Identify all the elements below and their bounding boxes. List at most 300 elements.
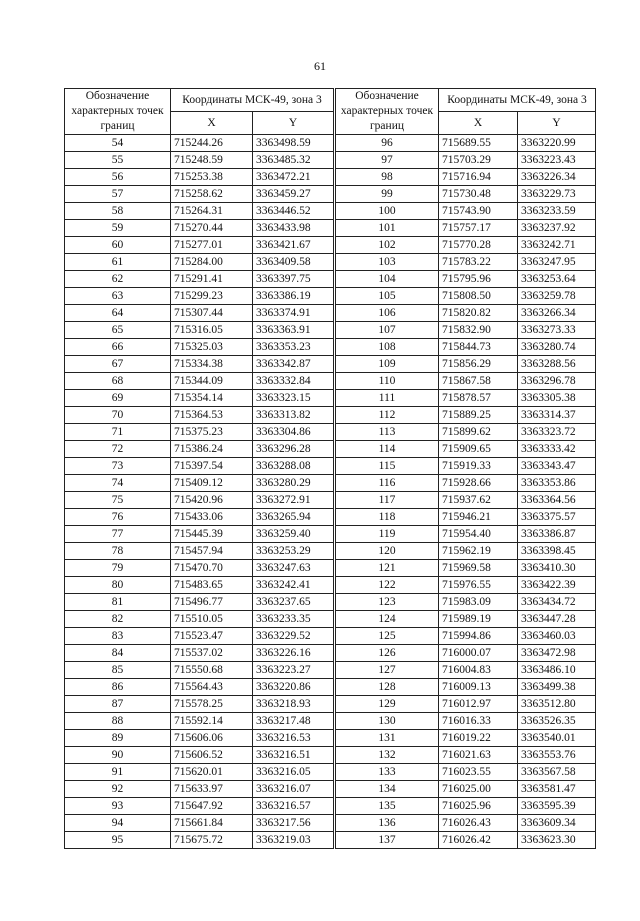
point-number-cell: 62 — [65, 271, 171, 288]
y-coordinate-cell: 3363434.72 — [518, 594, 596, 611]
x-coordinate-cell: 716026.42 — [439, 832, 518, 849]
y-coordinate-cell: 3363567.58 — [518, 764, 596, 781]
header-x: X — [439, 112, 518, 135]
point-number-cell: 111 — [336, 390, 439, 407]
x-coordinate-cell: 715689.55 — [439, 135, 518, 152]
y-coordinate-cell: 3363216.53 — [253, 730, 334, 747]
table-row — [65, 220, 334, 237]
x-coordinate-cell: 715770.28 — [439, 237, 518, 254]
x-coordinate-cell: 715976.55 — [439, 577, 518, 594]
table-row — [65, 186, 334, 203]
point-number-cell: 134 — [336, 781, 439, 798]
point-number-cell: 109 — [336, 356, 439, 373]
table-row — [336, 458, 596, 475]
y-coordinate-cell: 3363386.87 — [518, 526, 596, 543]
coordinates-table-right — [335, 88, 596, 849]
table-row — [336, 305, 596, 322]
point-number-cell: 119 — [336, 526, 439, 543]
y-coordinate-cell: 3363343.47 — [518, 458, 596, 475]
y-coordinate-cell: 3363553.76 — [518, 747, 596, 764]
x-coordinate-cell: 715457.94 — [171, 543, 253, 560]
x-coordinate-cell: 715277.01 — [171, 237, 253, 254]
table-row — [336, 798, 596, 815]
table-row — [336, 662, 596, 679]
x-coordinate-cell: 716023.55 — [439, 764, 518, 781]
y-coordinate-cell: 3363223.27 — [253, 662, 334, 679]
table-row — [65, 237, 334, 254]
table-row — [336, 254, 596, 271]
y-coordinate-cell: 3363296.78 — [518, 373, 596, 390]
y-coordinate-cell: 3363288.56 — [518, 356, 596, 373]
table-row — [65, 407, 334, 424]
x-coordinate-cell: 716021.63 — [439, 747, 518, 764]
y-coordinate-cell: 3363363.91 — [253, 322, 334, 339]
y-coordinate-cell: 3363237.65 — [253, 594, 334, 611]
x-coordinate-cell: 715253.38 — [171, 169, 253, 186]
x-coordinate-cell: 715661.84 — [171, 815, 253, 832]
y-coordinate-cell: 3363305.38 — [518, 390, 596, 407]
x-coordinate-cell: 715633.97 — [171, 781, 253, 798]
table-row — [336, 577, 596, 594]
y-coordinate-cell: 3363314.37 — [518, 407, 596, 424]
point-number-cell: 79 — [65, 560, 171, 577]
x-coordinate-cell: 715270.44 — [171, 220, 253, 237]
point-number-cell: 77 — [65, 526, 171, 543]
x-coordinate-cell: 715962.19 — [439, 543, 518, 560]
x-coordinate-cell: 715354.14 — [171, 390, 253, 407]
table-row — [336, 186, 596, 203]
table-row — [336, 271, 596, 288]
y-coordinate-cell: 3363242.41 — [253, 577, 334, 594]
y-coordinate-cell: 3363216.05 — [253, 764, 334, 781]
table-row — [65, 679, 334, 696]
x-coordinate-cell: 715420.96 — [171, 492, 253, 509]
point-number-cell: 128 — [336, 679, 439, 696]
point-number-cell: 127 — [336, 662, 439, 679]
y-coordinate-cell: 3363485.32 — [253, 152, 334, 169]
x-coordinate-cell: 715606.06 — [171, 730, 253, 747]
y-coordinate-cell: 3363266.34 — [518, 305, 596, 322]
x-coordinate-cell: 715307.44 — [171, 305, 253, 322]
y-coordinate-cell: 3363332.84 — [253, 373, 334, 390]
table-row — [65, 662, 334, 679]
point-number-cell: 112 — [336, 407, 439, 424]
y-coordinate-cell: 3363323.72 — [518, 424, 596, 441]
table-row — [65, 509, 334, 526]
y-coordinate-cell: 3363581.47 — [518, 781, 596, 798]
table-row — [336, 645, 596, 662]
x-coordinate-cell: 715258.62 — [171, 186, 253, 203]
header-coordinates: Координаты МСК-49, зона 3 — [171, 89, 334, 112]
y-coordinate-cell: 3363512.80 — [518, 696, 596, 713]
x-coordinate-cell: 715299.23 — [171, 288, 253, 305]
x-coordinate-cell: 715730.48 — [439, 186, 518, 203]
y-coordinate-cell: 3363433.98 — [253, 220, 334, 237]
x-coordinate-cell: 715496.77 — [171, 594, 253, 611]
point-number-cell: 104 — [336, 271, 439, 288]
table-row — [336, 373, 596, 390]
y-coordinate-cell: 3363259.40 — [253, 526, 334, 543]
table-row — [336, 594, 596, 611]
table-row — [336, 288, 596, 305]
x-coordinate-cell: 715284.00 — [171, 254, 253, 271]
y-coordinate-cell: 3363526.35 — [518, 713, 596, 730]
x-coordinate-cell: 715983.09 — [439, 594, 518, 611]
y-coordinate-cell: 3363296.28 — [253, 441, 334, 458]
table-row — [65, 135, 334, 152]
point-number-cell: 132 — [336, 747, 439, 764]
y-coordinate-cell: 3363216.07 — [253, 781, 334, 798]
x-coordinate-cell: 715510.05 — [171, 611, 253, 628]
y-coordinate-cell: 3363219.03 — [253, 832, 334, 849]
table-row — [65, 288, 334, 305]
table-row — [65, 169, 334, 186]
table-row — [65, 594, 334, 611]
point-number-cell: 69 — [65, 390, 171, 407]
header-point-label: Обозначение характерных точек границ — [65, 89, 171, 135]
x-coordinate-cell: 715808.50 — [439, 288, 518, 305]
table-row — [65, 271, 334, 288]
point-number-cell: 58 — [65, 203, 171, 220]
point-number-cell: 93 — [65, 798, 171, 815]
y-coordinate-cell: 3363386.19 — [253, 288, 334, 305]
point-number-cell: 71 — [65, 424, 171, 441]
table-row — [65, 390, 334, 407]
table-row — [65, 781, 334, 798]
table-row — [336, 220, 596, 237]
x-coordinate-cell: 715592.14 — [171, 713, 253, 730]
y-coordinate-cell: 3363223.43 — [518, 152, 596, 169]
point-number-cell: 105 — [336, 288, 439, 305]
x-coordinate-cell: 716026.43 — [439, 815, 518, 832]
table-row — [65, 254, 334, 271]
table-row — [336, 492, 596, 509]
x-coordinate-cell: 715716.94 — [439, 169, 518, 186]
x-coordinate-cell: 715743.90 — [439, 203, 518, 220]
point-number-cell: 68 — [65, 373, 171, 390]
table-row — [65, 356, 334, 373]
point-number-cell: 88 — [65, 713, 171, 730]
y-coordinate-cell: 3363397.75 — [253, 271, 334, 288]
x-coordinate-cell: 715795.96 — [439, 271, 518, 288]
point-number-cell: 115 — [336, 458, 439, 475]
table-row — [65, 322, 334, 339]
point-number-cell: 116 — [336, 475, 439, 492]
table-row — [65, 475, 334, 492]
x-coordinate-cell: 715969.58 — [439, 560, 518, 577]
y-coordinate-cell: 3363353.23 — [253, 339, 334, 356]
table-row — [336, 339, 596, 356]
x-coordinate-cell: 715909.65 — [439, 441, 518, 458]
y-coordinate-cell: 3363323.15 — [253, 390, 334, 407]
x-coordinate-cell: 715703.29 — [439, 152, 518, 169]
x-coordinate-cell: 715316.05 — [171, 322, 253, 339]
table-row — [65, 373, 334, 390]
y-coordinate-cell: 3363216.51 — [253, 747, 334, 764]
y-coordinate-cell: 3363398.45 — [518, 543, 596, 560]
point-number-cell: 86 — [65, 679, 171, 696]
point-number-cell: 124 — [336, 611, 439, 628]
y-coordinate-cell: 3363609.34 — [518, 815, 596, 832]
y-coordinate-cell: 3363498.59 — [253, 135, 334, 152]
y-coordinate-cell: 3363472.21 — [253, 169, 334, 186]
x-coordinate-cell: 715325.03 — [171, 339, 253, 356]
point-number-cell: 106 — [336, 305, 439, 322]
table-row — [336, 747, 596, 764]
table-row — [336, 152, 596, 169]
y-coordinate-cell: 3363247.95 — [518, 254, 596, 271]
y-coordinate-cell: 3363595.39 — [518, 798, 596, 815]
point-number-cell: 83 — [65, 628, 171, 645]
point-number-cell: 78 — [65, 543, 171, 560]
x-coordinate-cell: 715606.52 — [171, 747, 253, 764]
y-coordinate-cell: 3363364.56 — [518, 492, 596, 509]
table-row — [65, 798, 334, 815]
table-row — [336, 560, 596, 577]
x-coordinate-cell: 716000.07 — [439, 645, 518, 662]
x-coordinate-cell: 715248.59 — [171, 152, 253, 169]
y-coordinate-cell: 3363242.71 — [518, 237, 596, 254]
point-number-cell: 55 — [65, 152, 171, 169]
table-row — [336, 696, 596, 713]
header-coordinates: Координаты МСК-49, зона 3 — [439, 89, 596, 112]
header-x: X — [171, 112, 253, 135]
point-number-cell: 137 — [336, 832, 439, 849]
x-coordinate-cell: 715994.86 — [439, 628, 518, 645]
y-coordinate-cell: 3363374.91 — [253, 305, 334, 322]
y-coordinate-cell: 3363253.64 — [518, 271, 596, 288]
point-number-cell: 102 — [336, 237, 439, 254]
x-coordinate-cell: 715832.90 — [439, 322, 518, 339]
y-coordinate-cell: 3363259.78 — [518, 288, 596, 305]
y-coordinate-cell: 3363410.30 — [518, 560, 596, 577]
x-coordinate-cell: 715946.21 — [439, 509, 518, 526]
x-coordinate-cell: 715433.06 — [171, 509, 253, 526]
table-row — [336, 764, 596, 781]
table-row — [336, 424, 596, 441]
x-coordinate-cell: 715878.57 — [439, 390, 518, 407]
x-coordinate-cell: 715334.38 — [171, 356, 253, 373]
table-row — [65, 645, 334, 662]
table-row — [65, 203, 334, 220]
y-coordinate-cell: 3363499.38 — [518, 679, 596, 696]
point-number-cell: 136 — [336, 815, 439, 832]
y-coordinate-cell: 3363280.29 — [253, 475, 334, 492]
x-coordinate-cell: 715989.19 — [439, 611, 518, 628]
point-number-cell: 130 — [336, 713, 439, 730]
x-coordinate-cell: 715844.73 — [439, 339, 518, 356]
point-number-cell: 98 — [336, 169, 439, 186]
x-coordinate-cell: 715919.33 — [439, 458, 518, 475]
y-coordinate-cell: 3363353.86 — [518, 475, 596, 492]
point-number-cell: 59 — [65, 220, 171, 237]
table-row — [336, 781, 596, 798]
x-coordinate-cell: 715244.26 — [171, 135, 253, 152]
point-number-cell: 84 — [65, 645, 171, 662]
x-coordinate-cell: 715291.41 — [171, 271, 253, 288]
y-coordinate-cell: 3363375.57 — [518, 509, 596, 526]
table-row — [65, 458, 334, 475]
table-row — [336, 509, 596, 526]
y-coordinate-cell: 3363459.27 — [253, 186, 334, 203]
table-body-left — [65, 135, 334, 849]
table-row — [65, 730, 334, 747]
y-coordinate-cell: 3363229.73 — [518, 186, 596, 203]
page-number: 61 — [314, 59, 326, 73]
point-number-cell: 75 — [65, 492, 171, 509]
point-number-cell: 117 — [336, 492, 439, 509]
y-coordinate-cell: 3363218.93 — [253, 696, 334, 713]
x-coordinate-cell: 715889.25 — [439, 407, 518, 424]
x-coordinate-cell: 715783.22 — [439, 254, 518, 271]
point-number-cell: 120 — [336, 543, 439, 560]
table-row — [65, 305, 334, 322]
table-row — [336, 526, 596, 543]
point-number-cell: 94 — [65, 815, 171, 832]
x-coordinate-cell: 715523.47 — [171, 628, 253, 645]
x-coordinate-cell: 716012.97 — [439, 696, 518, 713]
table-row — [65, 424, 334, 441]
point-number-cell: 123 — [336, 594, 439, 611]
x-coordinate-cell: 715856.29 — [439, 356, 518, 373]
table-row — [336, 203, 596, 220]
point-number-cell: 61 — [65, 254, 171, 271]
y-coordinate-cell: 3363447.28 — [518, 611, 596, 628]
header-point-label: Обозначение характерных точек границ — [336, 89, 439, 135]
x-coordinate-cell: 715470.70 — [171, 560, 253, 577]
table-row — [336, 832, 596, 849]
x-coordinate-cell: 715364.53 — [171, 407, 253, 424]
point-number-cell: 126 — [336, 645, 439, 662]
y-coordinate-cell: 3363421.67 — [253, 237, 334, 254]
point-number-cell: 63 — [65, 288, 171, 305]
table-row — [336, 135, 596, 152]
x-coordinate-cell: 715386.24 — [171, 441, 253, 458]
y-coordinate-cell: 3363272.91 — [253, 492, 334, 509]
y-coordinate-cell: 3363233.59 — [518, 203, 596, 220]
point-number-cell: 54 — [65, 135, 171, 152]
table-row — [336, 815, 596, 832]
point-number-cell: 89 — [65, 730, 171, 747]
point-number-cell: 65 — [65, 322, 171, 339]
x-coordinate-cell: 715620.01 — [171, 764, 253, 781]
table-row — [336, 390, 596, 407]
y-coordinate-cell: 3363216.57 — [253, 798, 334, 815]
point-number-cell: 74 — [65, 475, 171, 492]
x-coordinate-cell: 715483.65 — [171, 577, 253, 594]
table-row — [65, 526, 334, 543]
point-number-cell: 118 — [336, 509, 439, 526]
point-number-cell: 135 — [336, 798, 439, 815]
y-coordinate-cell: 3363280.74 — [518, 339, 596, 356]
y-coordinate-cell: 3363226.16 — [253, 645, 334, 662]
y-coordinate-cell: 3363237.92 — [518, 220, 596, 237]
y-coordinate-cell: 3363226.34 — [518, 169, 596, 186]
y-coordinate-cell: 3363217.56 — [253, 815, 334, 832]
table-row — [336, 475, 596, 492]
y-coordinate-cell: 3363313.82 — [253, 407, 334, 424]
table-row — [336, 611, 596, 628]
x-coordinate-cell: 715550.68 — [171, 662, 253, 679]
point-number-cell: 82 — [65, 611, 171, 628]
table-row — [336, 543, 596, 560]
point-number-cell: 81 — [65, 594, 171, 611]
point-number-cell: 122 — [336, 577, 439, 594]
x-coordinate-cell: 715578.25 — [171, 696, 253, 713]
x-coordinate-cell: 715757.17 — [439, 220, 518, 237]
point-number-cell: 56 — [65, 169, 171, 186]
x-coordinate-cell: 715409.12 — [171, 475, 253, 492]
table-row — [336, 713, 596, 730]
y-coordinate-cell: 3363253.29 — [253, 543, 334, 560]
point-number-cell: 90 — [65, 747, 171, 764]
point-number-cell: 72 — [65, 441, 171, 458]
point-number-cell: 125 — [336, 628, 439, 645]
point-number-cell: 121 — [336, 560, 439, 577]
x-coordinate-cell: 715375.23 — [171, 424, 253, 441]
point-number-cell: 70 — [65, 407, 171, 424]
point-number-cell: 113 — [336, 424, 439, 441]
y-coordinate-cell: 3363460.03 — [518, 628, 596, 645]
table-row — [336, 628, 596, 645]
x-coordinate-cell: 715445.39 — [171, 526, 253, 543]
point-number-cell: 87 — [65, 696, 171, 713]
x-coordinate-cell: 715264.31 — [171, 203, 253, 220]
point-number-cell: 100 — [336, 203, 439, 220]
point-number-cell: 131 — [336, 730, 439, 747]
point-number-cell: 64 — [65, 305, 171, 322]
y-coordinate-cell: 3363446.52 — [253, 203, 334, 220]
y-coordinate-cell: 3363333.42 — [518, 441, 596, 458]
y-coordinate-cell: 3363409.58 — [253, 254, 334, 271]
table-row — [336, 169, 596, 186]
x-coordinate-cell: 715954.40 — [439, 526, 518, 543]
y-coordinate-cell: 3363265.94 — [253, 509, 334, 526]
table-body-right — [336, 135, 596, 849]
table-row — [65, 339, 334, 356]
y-coordinate-cell: 3363486.10 — [518, 662, 596, 679]
point-number-cell: 95 — [65, 832, 171, 849]
table-row — [65, 577, 334, 594]
table-row — [336, 322, 596, 339]
y-coordinate-cell: 3363220.99 — [518, 135, 596, 152]
x-coordinate-cell: 716004.83 — [439, 662, 518, 679]
x-coordinate-cell: 715937.62 — [439, 492, 518, 509]
y-coordinate-cell: 3363304.86 — [253, 424, 334, 441]
point-number-cell: 92 — [65, 781, 171, 798]
point-number-cell: 73 — [65, 458, 171, 475]
x-coordinate-cell: 715928.66 — [439, 475, 518, 492]
table-row — [65, 560, 334, 577]
x-coordinate-cell: 715344.09 — [171, 373, 253, 390]
y-coordinate-cell: 3363273.33 — [518, 322, 596, 339]
table-row — [65, 152, 334, 169]
y-coordinate-cell: 3363288.08 — [253, 458, 334, 475]
table-row — [65, 543, 334, 560]
table-row — [65, 696, 334, 713]
point-number-cell: 91 — [65, 764, 171, 781]
y-coordinate-cell: 3363229.52 — [253, 628, 334, 645]
header-y: Y — [518, 112, 596, 135]
header-y: Y — [253, 112, 334, 135]
point-number-cell: 114 — [336, 441, 439, 458]
x-coordinate-cell: 715647.92 — [171, 798, 253, 815]
point-number-cell: 103 — [336, 254, 439, 271]
y-coordinate-cell: 3363220.86 — [253, 679, 334, 696]
table-row — [65, 764, 334, 781]
x-coordinate-cell: 716025.00 — [439, 781, 518, 798]
y-coordinate-cell: 3363247.63 — [253, 560, 334, 577]
